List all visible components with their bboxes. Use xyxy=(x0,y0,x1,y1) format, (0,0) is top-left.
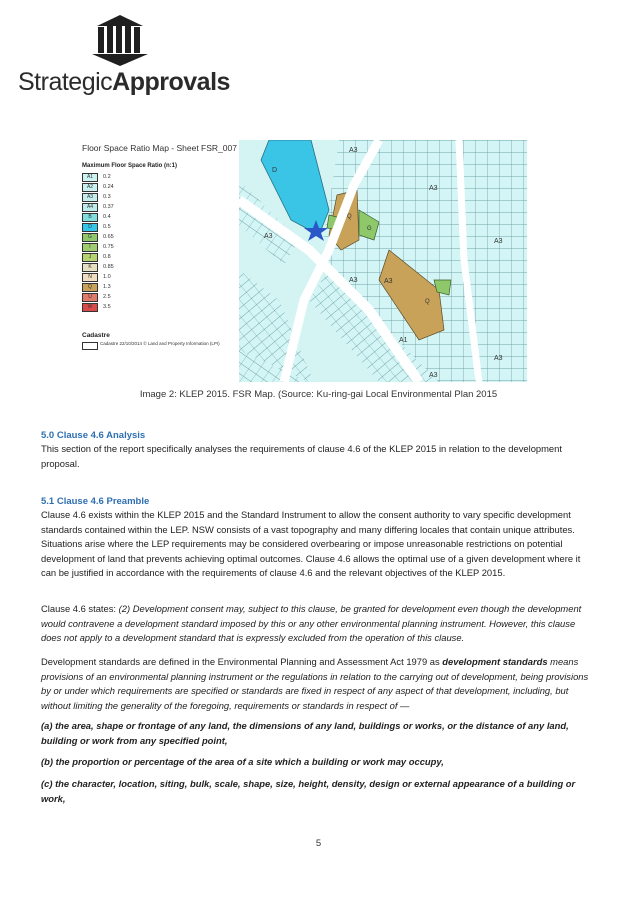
map-zone-label: A3 xyxy=(429,185,438,192)
map-title: Floor Space Ratio Map - Sheet FSR_007 xyxy=(82,143,237,153)
definition-term: development standards xyxy=(442,656,548,667)
legend-swatch: A4 xyxy=(82,203,98,212)
legend-value: 0.2 xyxy=(103,174,111,180)
clause-4-6-states xyxy=(41,602,597,646)
legend-value: 0.8 xyxy=(103,254,111,260)
section-5-0-body: This section of the report specifically analyses the requirements of clause 4.6 of the KLEP 2015 in relation to the development proposal. xyxy=(41,443,562,469)
definition-paragraph xyxy=(41,655,597,713)
legend-swatch: U xyxy=(82,293,98,302)
map-zone-label: A3 xyxy=(349,147,358,154)
map-zone-label: A3 xyxy=(384,278,393,285)
legend-value: 0.37 xyxy=(103,204,114,210)
legend-swatch: A3 xyxy=(82,193,98,202)
legend-title: Maximum Floor Space Ratio (n:1) xyxy=(82,163,178,169)
map-zone-label: A3 xyxy=(429,372,438,379)
cadastre-swatch xyxy=(82,342,98,350)
legend-swatch: G xyxy=(82,233,98,242)
logo-building-icon xyxy=(18,12,228,72)
definition-item-c: (c) the character, location, siting, bulk, scale, shape, size, height, density, design or external appearance of a building or work, xyxy=(41,778,576,804)
states-lead: Clause 4.6 states: xyxy=(41,603,119,614)
legend-swatch: D xyxy=(82,223,98,232)
states-quote: (2) Development consent may, subject to this clause, be granted for development even though the development would contravene a development standard imposed by this or any other environmental planning instrument. However, this clause does not apply to a development standard that is expressly excluded from the operation of this clause. xyxy=(41,603,582,644)
definition-item-a: (a) the area, shape or frontage of any land, the dimensions of any land, buildings or works, or the distance of any land, building or work from any specified point, xyxy=(41,720,569,746)
map-zone-label: Q xyxy=(347,214,352,220)
page-number: 5 xyxy=(315,838,322,849)
map-zone-label: A3 xyxy=(349,277,358,284)
section-5-1-body: Clause 4.6 exists within the KLEP 2015 and the Standard Instrument to allow the consent authority to vary specific development standards contained within the LEP. NSW consists of a vast topography and many differing locales that contain unique attributes. Situations arise where the LEP requirements may be considered overbearing or impose unreasonable restrictions on potential development of land that prevents achieving optimal outcomes. Clause 4.6 allows the optimal use of a given development where it can be justified in accordance with the requirements of clause 4.6 and the relevant objectives of the KLEP 2015. xyxy=(41,509,581,579)
legend-value: 0.5 xyxy=(103,224,111,230)
legend-swatch: I xyxy=(82,243,98,252)
map-zone-label: Q xyxy=(425,299,430,305)
legend-swatch: J xyxy=(82,253,98,262)
map-zone-label: A3 xyxy=(264,233,273,240)
legend-swatch: W xyxy=(82,303,98,312)
fsr-map xyxy=(79,140,527,382)
cadastre-text: Cadastre 22/10/2014 © Land and Property Information (LPI) xyxy=(100,341,220,346)
logo-wordmark: StrategicApprovals xyxy=(18,68,230,96)
definition-lead: Development standards are defined in the Environmental Planning and Assessment Act 1979 as xyxy=(41,656,443,667)
legend-swatch: A2 xyxy=(82,183,98,192)
legend-value: 3.5 xyxy=(103,304,111,310)
legend-value: 0.3 xyxy=(103,194,111,200)
legend-value: 0.85 xyxy=(103,264,114,270)
legend-value: 0.65 xyxy=(103,234,114,240)
legend-value: 0.75 xyxy=(103,244,114,250)
map-zone-label: D xyxy=(272,167,278,174)
legend-swatch: K xyxy=(82,263,98,272)
map-zone-label: A1 xyxy=(399,337,408,344)
map-zone-label: A3 xyxy=(494,238,503,245)
section-heading-5-1: 5.1 Clause 4.6 Preamble xyxy=(41,496,150,507)
legend-swatch: N xyxy=(82,273,98,282)
company-logo xyxy=(18,12,228,102)
cadastre-title: Cadastre xyxy=(82,332,110,339)
legend-value: 0.4 xyxy=(103,214,111,220)
figure-caption: Image 2: KLEP 2015. FSR Map. (Source: Ku-ring-gai Local Environmental Plan 2015 xyxy=(139,389,498,400)
legend-value: 0.24 xyxy=(103,184,114,190)
legend-value: 2.5 xyxy=(103,294,111,300)
map-zone-label: A3 xyxy=(494,355,503,362)
legend-value: 1.3 xyxy=(103,284,111,290)
legend-value: 1.0 xyxy=(103,274,111,280)
section-heading-5-0: 5.0 Clause 4.6 Analysis xyxy=(41,430,146,441)
legend-swatch: A1 xyxy=(82,173,98,182)
legend-swatch: B xyxy=(82,213,98,222)
map-zone-label: G xyxy=(367,226,372,232)
definition-item-b: (b) the proportion or percentage of the area of a site which a building or work may occupy, xyxy=(41,756,444,767)
legend-swatch: Q xyxy=(82,283,98,292)
definition-rest: means provisions of an environmental planning instrument or the regulations in relation to the carrying out of development, being provisions by or under which requirements are specified or standards are fixed in respect of any aspect of that development, including, but without limiting the generality of the foregoing, requirements or standards in respect of — xyxy=(41,656,589,711)
